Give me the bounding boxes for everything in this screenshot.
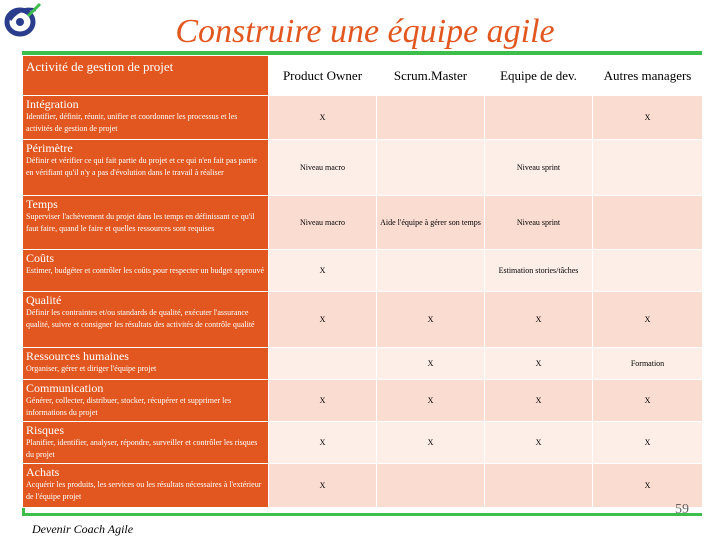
activity-title: Achats <box>26 465 60 479</box>
activity-title: Risques <box>26 423 65 437</box>
cell-others <box>593 196 703 250</box>
activity-description: Superviser l'achèvement du projet dans les temps en définissant ce qu'il faut faire, quand le faire et quelles ressources sont requises <box>26 212 255 233</box>
cell-sm: X <box>377 348 485 380</box>
cell-others <box>593 250 703 292</box>
activity-cell <box>23 464 269 508</box>
table-row <box>23 250 703 292</box>
table-row <box>23 292 703 348</box>
bottom-divider <box>22 513 702 516</box>
activity-cell <box>23 348 269 380</box>
cell-others: X <box>593 464 703 508</box>
activity-title: Ressources humaines <box>26 349 129 363</box>
cell-po: X <box>269 250 377 292</box>
cell-team: X <box>485 422 593 464</box>
cell-sm <box>377 140 485 196</box>
activity-description: Planifier, identifier, analyser, répondre, surveiller et contrôler les risques du projet <box>26 438 258 459</box>
table-row <box>23 96 703 140</box>
table-row <box>23 348 703 380</box>
header-dev-team: Equipe de dev. <box>485 56 593 96</box>
cell-team: Niveau sprint <box>485 196 593 250</box>
activity-title: Temps <box>26 197 58 211</box>
activity-description: Organiser, gérer et diriger l'équipe projet <box>26 364 157 373</box>
activity-description: Estimer, budgéter et contrôler les coûts pour respecter un budget approuvé <box>26 266 265 275</box>
activity-title: Intégration <box>26 97 79 111</box>
cell-others: X <box>593 422 703 464</box>
cell-po: X <box>269 464 377 508</box>
cell-team: X <box>485 292 593 348</box>
cell-sm: X <box>377 292 485 348</box>
table-row <box>23 140 703 196</box>
cell-po: X <box>269 422 377 464</box>
cell-po <box>269 348 377 380</box>
header-scrum-master: Scrum.Master <box>377 56 485 96</box>
cell-sm <box>377 464 485 508</box>
activity-title: Périmètre <box>26 141 73 155</box>
cell-team: X <box>485 380 593 422</box>
cell-others: X <box>593 96 703 140</box>
footer-text: Devenir Coach Agile <box>32 522 134 536</box>
cell-others <box>593 140 703 196</box>
table-row <box>23 380 703 422</box>
header-other-managers: Autres managers <box>593 56 703 96</box>
cell-po: Niveau macro <box>269 196 377 250</box>
cell-po: Niveau macro <box>269 140 377 196</box>
header-activity: Activité de gestion de projet <box>23 56 269 96</box>
activity-cell <box>23 422 269 464</box>
cell-sm <box>377 96 485 140</box>
cell-po: X <box>269 380 377 422</box>
logo-icon <box>2 2 42 40</box>
activity-cell <box>23 292 269 348</box>
cell-sm: X <box>377 380 485 422</box>
table-header-row <box>23 56 703 96</box>
activity-cell <box>23 196 269 250</box>
cell-team: Estimation stories/tâches <box>485 250 593 292</box>
table-row <box>23 196 703 250</box>
cell-team <box>485 464 593 508</box>
activity-description: Générer, collecter, distribuer, stocker, récupérer et supprimer les informations du projet <box>26 396 232 417</box>
activity-cell <box>23 250 269 292</box>
activity-description: Définir les contraintes et/ou standards de qualité, exécuter l'assurance qualité, suivre et consigner les résultats des activités de contrôle qualité <box>26 308 255 329</box>
cell-sm <box>377 250 485 292</box>
cell-others: X <box>593 380 703 422</box>
table-row <box>23 464 703 508</box>
cell-sm: X <box>377 422 485 464</box>
page-number: 59 <box>675 502 689 517</box>
cell-sm: Aide l'équipe à gérer son temps <box>377 196 485 250</box>
cell-po: X <box>269 292 377 348</box>
raci-table <box>22 55 703 508</box>
cell-team: Niveau sprint <box>485 140 593 196</box>
page-title: Construire une équipe agile <box>175 13 555 50</box>
table-row <box>23 422 703 464</box>
activity-description: Définir et vérifier ce qui fait partie du projet et ce qui n'en fait pas partie en vérifiant qu'il n'y a pas d'évolution dans le travail à réaliser <box>26 156 257 177</box>
activity-cell <box>23 140 269 196</box>
cell-others: X <box>593 292 703 348</box>
activity-title: Communication <box>26 381 104 395</box>
cell-team <box>485 96 593 140</box>
activity-description: Identifier, définir, réunir, unifier et coordonner les processus et les activités de gestion de projet <box>26 112 238 133</box>
activity-title: Coûts <box>26 251 55 265</box>
cell-others: Formation <box>593 348 703 380</box>
cell-team: X <box>485 348 593 380</box>
cell-po: X <box>269 96 377 140</box>
header-product-owner: Product Owner <box>269 56 377 96</box>
activity-cell <box>23 380 269 422</box>
activity-cell <box>23 96 269 140</box>
activity-description: Acquérir les produits, les services ou les résultats nécessaires à l'extérieur de l'équipe projet <box>26 480 262 501</box>
activity-title: Qualité <box>26 293 62 307</box>
